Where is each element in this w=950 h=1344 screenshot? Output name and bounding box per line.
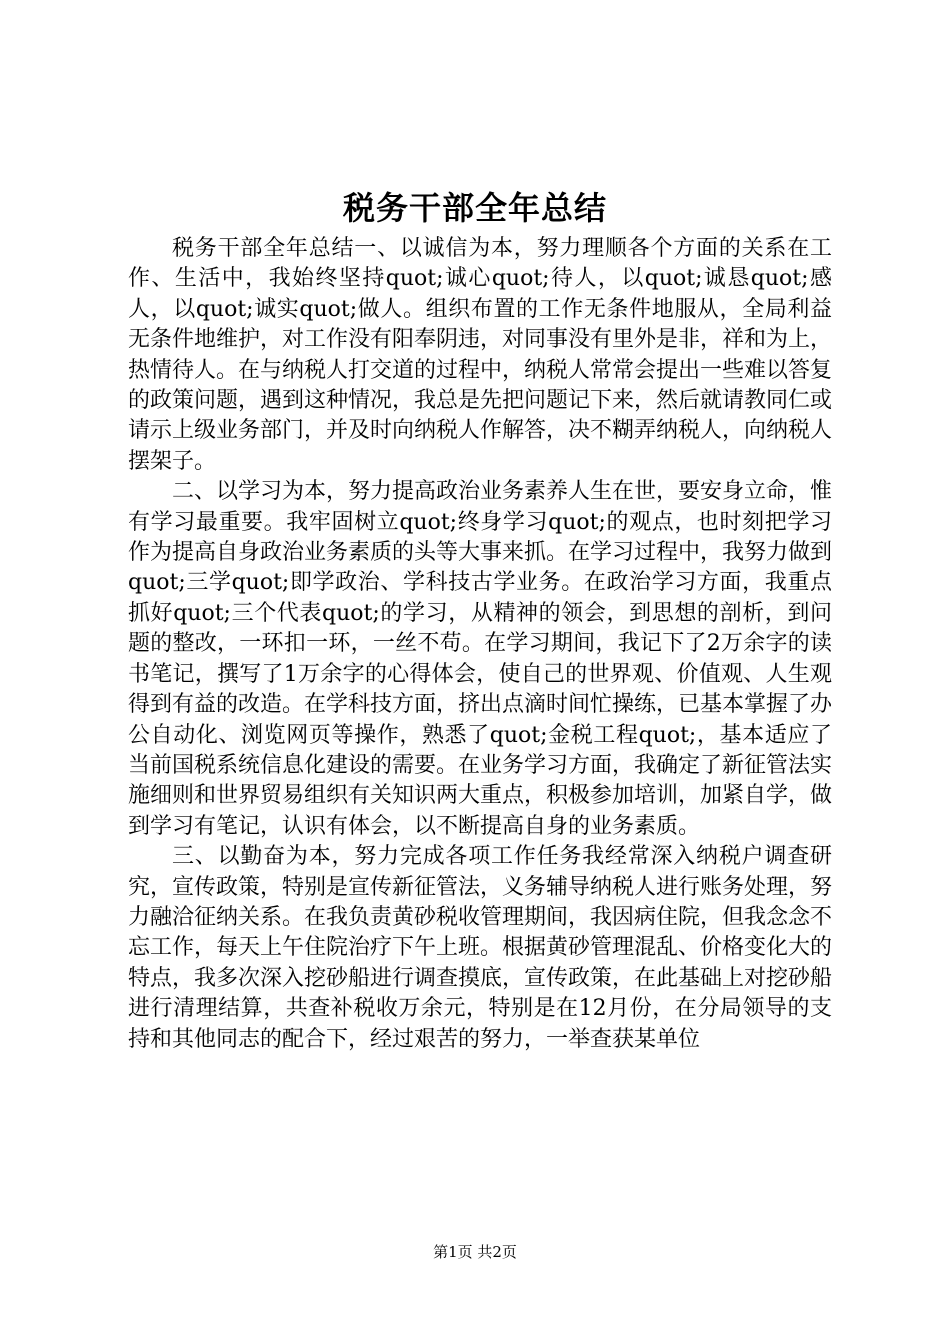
- document-title: 税务干部全年总结: [342, 189, 607, 227]
- paragraph-1: 税务干部全年总结一、以诚信为本，努力理顺各个方面的关系在工作、生活中，我始终坚持quot;诚心quot;待人，以quot;诚恳quot;感人，以quot;诚实quot;做人。组织布置的工作无条件地服从，全局利益无条件地维护，对工作没有阳奉阴违，对同事没有里外是非，祥和为上，热情待人。在与纳税人打交道的过程中，纳税人常常会提出一些难以答复的政策问题，遇到这种情况，我总是先把问题记下来，然后就请教同仁或请示上级业务部门，并及时向纳税人作解答，决不糊弄纳税人，向纳税人摆架子。: [128, 236, 833, 474]
- document-body: [128, 234, 832, 1055]
- paragraph-3: 三、以勤奋为本，努力完成各项工作任务我经常深入纳税户调查研究，宣传政策，特别是宣传新征管法，义务辅导纳税人进行账务处理，努力融洽征纳关系。在我负责黄砂税收管理期间，我因病住院，但我念念不忘工作，每天上午住院治疗下午上班。根据黄砂管理混乱、价格变化大的特点，我多次深入挖砂船进行调查摸底，宣传政策，在此基础上对挖砂船进行清理结算，共查补税收万余元，特别是在12月份，在分局领导的支持和其他同志的配合下，经过艰苦的努力，一举查获某单位: [128, 844, 833, 1052]
- page-number-footer: 第1页 共2页: [433, 1243, 517, 1261]
- paragraph-2: 二、以学习为本，努力提高政治业务素养人生在世，要安身立命，惟有学习最重要。我牢固树立quot;终身学习quot;的观点，也时刻把学习作为提高自身政治业务素质的头等大事来抓。在学习过程中，我努力做到quot;三学quot;即学政治、学科技古学业务。在政治学习方面，我重点抓好quot;三个代表quot;的学习，从精神的领会，到思想的剖析，到问题的整改，一环扣一环，一丝不苟。在学习期间，我记下了2万余字的读书笔记，撰写了1万余字的心得体会，使自己的世界观、价值观、人生观得到有益的改造。在学科技方面，挤出点滴时间忙操练，已基本掌握了办公自动化、浏览网页等操作，熟悉了quot;金税工程quot;，基本适应了当前国税系统信息化建设的需要。在业务学习方面，我确定了新征管法实施细则和世界贸易组织有关知识两大重点，积极参加培训，加紧自学，做到学习有笔记，认识有体会，以不断提高自身的业务素质。: [128, 479, 833, 839]
